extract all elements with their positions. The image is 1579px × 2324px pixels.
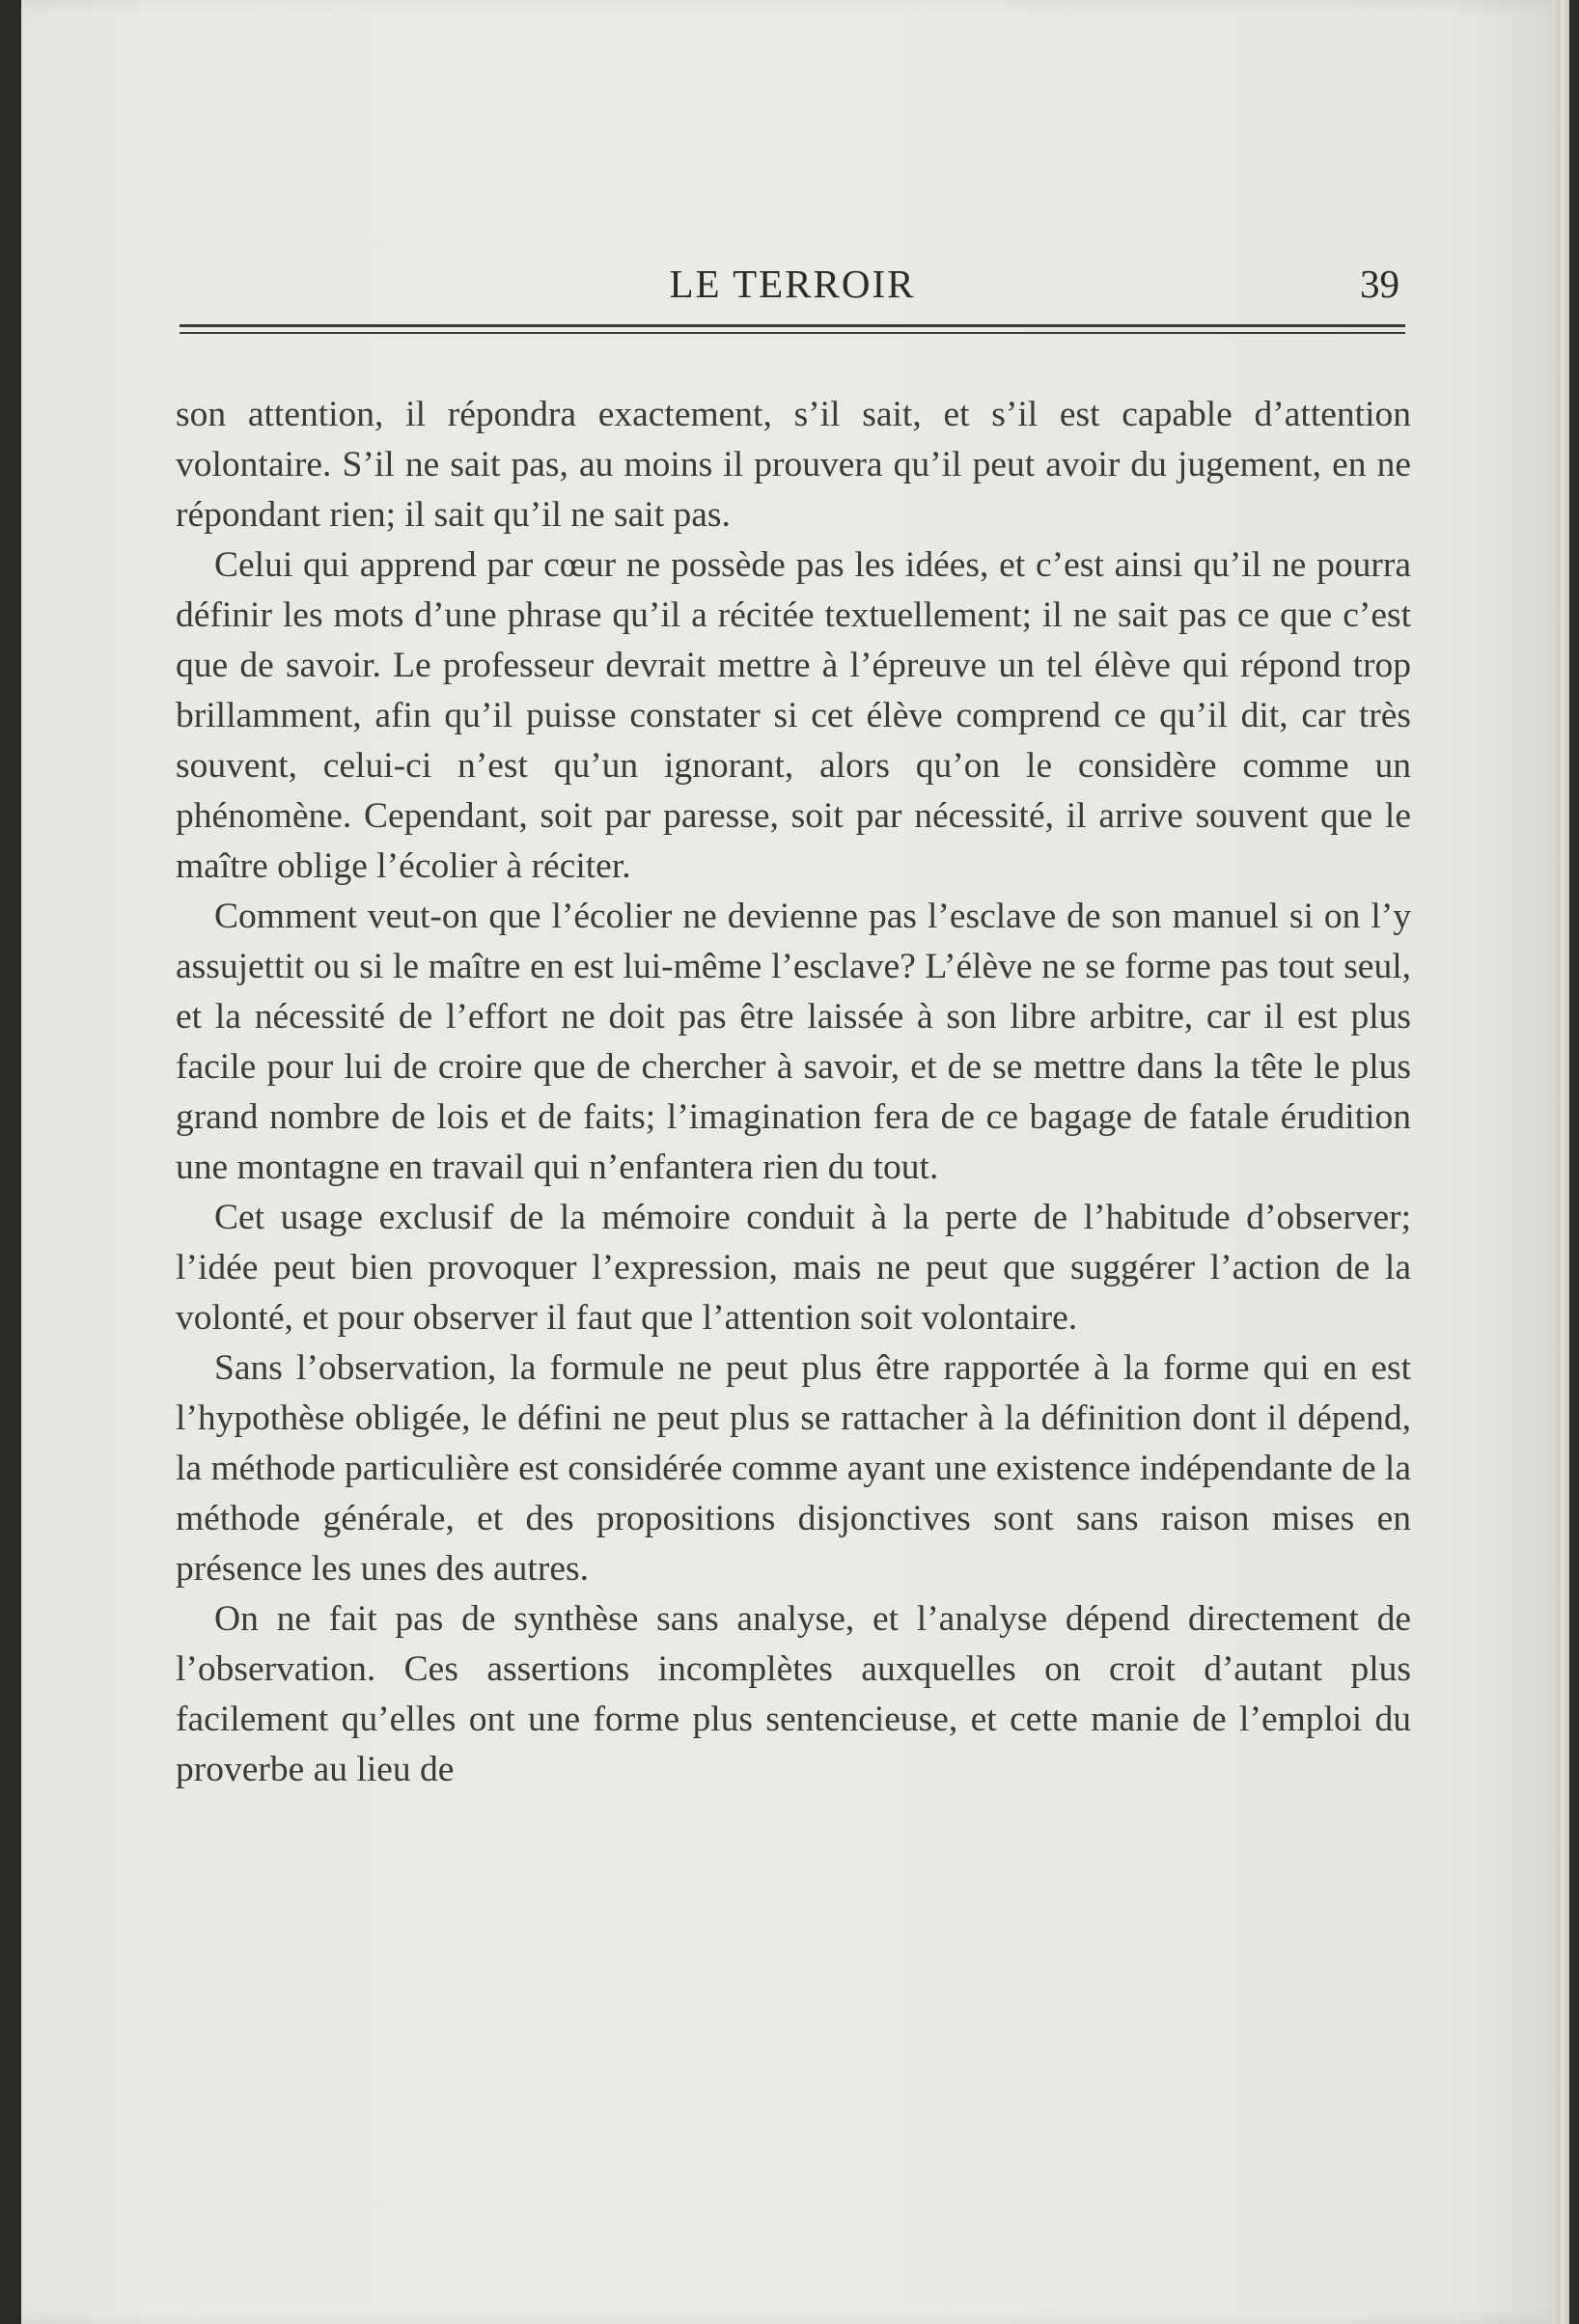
- header-rule-top: [180, 324, 1405, 327]
- paragraph: On ne fait pas de synthèse sans analyse, et l’analyse dépend directement de l’observation. Ces assertions incomplètes auxquelles on croit d’autant plus facilement qu’elles ont une forme plus sentencieuse, et cette manie de l’emploi du proverbe au lieu de: [176, 1599, 1411, 1789]
- running-title: LE TERROIR: [669, 262, 916, 306]
- page-edge: [1552, 0, 1569, 2324]
- running-head: [180, 253, 1405, 315]
- page-number: 39: [1360, 262, 1399, 306]
- paragraph: Sans l’observation, la formule ne peut plus être rapportée à la forme qui en est l’hypothèse obligée, le défini ne peut plus se rattacher à la définition dont il dépend, la méthode particulière est considérée comme ayant une existence indépendante de la méthode générale, et des propositions disjonctives sont sans raison mises en présence les unes des autres.: [176, 1348, 1411, 1589]
- body-text: [176, 390, 1411, 1795]
- paragraph: son attention, il répondra exactement, s’il sait, et s’il est capable d’attention volontaire. S’il ne sait pas, au moins il prouvera qu’il peut avoir du jugement, en ne répondant rien; il sait qu’il ne sait pas.: [176, 395, 1411, 535]
- paragraph: Celui qui apprend par cœur ne possède pas les idées, et c’est ainsi qu’il ne pourra définir les mots d’une phrase qu’il a récitée textuellement; il ne sait pas ce que c’est que de savoir. Le professeur devrait mettre à l’épreuve un tel élève qui répond trop brillamment, afin qu’il puisse constater si cet élève comprend ce qu’il dit, car très souvent, celui-ci n’est qu’un ignorant, alors qu’on le considère comme un phénomène. Cependant, soit par paresse, soit par nécessité, il arrive souvent que le maître oblige l’écolier à réciter.: [176, 545, 1411, 886]
- paragraph: Comment veut-on que l’écolier ne devienne pas l’esclave de son manuel si on l’y assujettit ou si le maître en est lui-même l’esclave? L’élève ne se forme pas tout seul, et la nécessité de l’effort ne doit pas être laissée à son libre arbitre, car il est plus facile pour lui de croire que de chercher à savoir, et de se mettre dans la tête le plus grand nombre de lois et de faits; l’imagination fera de ce bagage de fatale érudition une montagne en travail qui n’enfantera rien du tout.: [176, 897, 1411, 1187]
- paragraph: Cet usage exclusif de la mémoire conduit à la perte de l’habitude d’observer; l’idée peut bien provoquer l’expression, mais ne peut que suggérer l’action de la volonté, et pour observer il faut que l’attention soit volontaire.: [176, 1198, 1411, 1338]
- header-rule-bottom: [180, 332, 1405, 334]
- book-page: [21, 0, 1569, 2324]
